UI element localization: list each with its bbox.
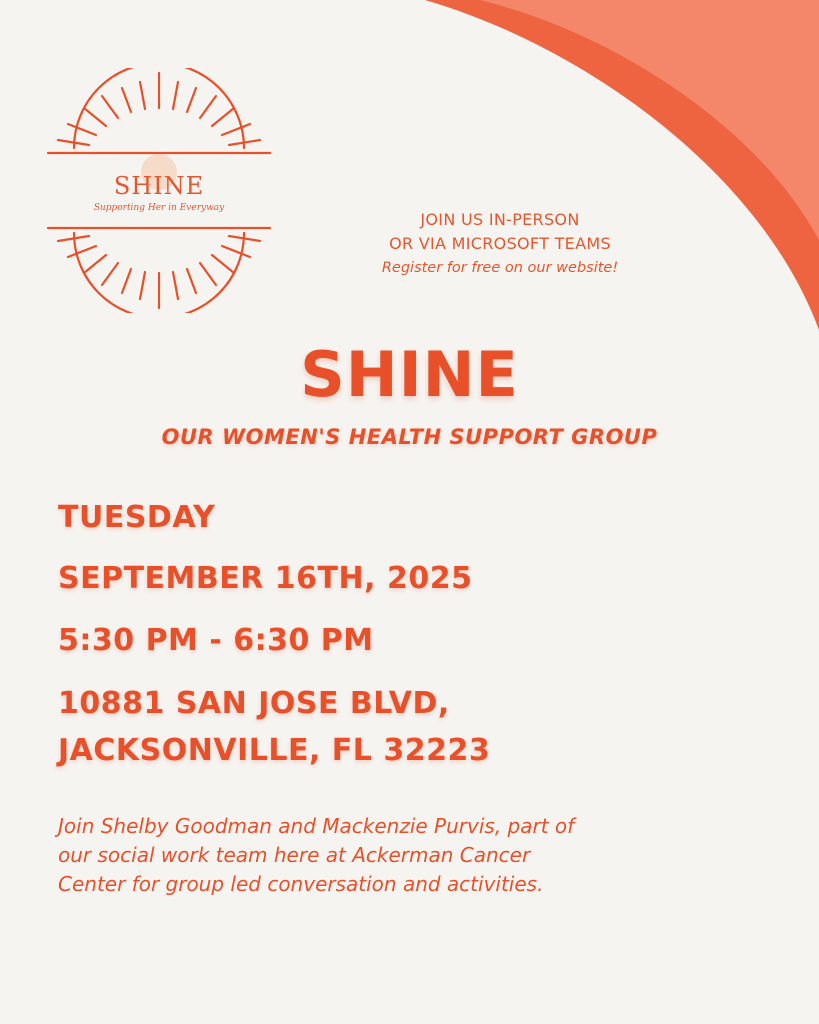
event-description: [58, 812, 758, 899]
description-line-1: Join Shelby Goodman and Mackenzie Purvis, part of: [58, 814, 575, 838]
description-line-2: our social work team here at Ackerman Cancer: [58, 843, 531, 867]
event-day: TUESDAY: [58, 500, 216, 535]
description-line-3: Center for group led conversation and activities.: [58, 872, 544, 896]
register-note: Register for free on our website!: [381, 260, 619, 276]
address-line-2: JACKSONVILLE, FL 32223: [58, 733, 491, 768]
logo-wordmark: SHINE: [113, 172, 205, 200]
event-date: SEPTEMBER 16TH, 2025: [58, 561, 473, 596]
event-subtitle: OUR WOMEN'S HEALTH SUPPORT GROUP: [161, 425, 658, 449]
event-time: 5:30 PM - 6:30 PM: [58, 623, 374, 658]
logo-tagline: Supporting Her in Everyway: [93, 203, 225, 213]
address-line-1: 10881 SAN JOSE BLVD,: [58, 686, 450, 721]
join-info: [310, 208, 690, 280]
event-title: SHINE: [300, 338, 519, 411]
join-line-1: JOIN US IN-PERSON: [420, 210, 580, 229]
join-line-2: OR VIA MICROSOFT TEAMS: [389, 234, 611, 253]
